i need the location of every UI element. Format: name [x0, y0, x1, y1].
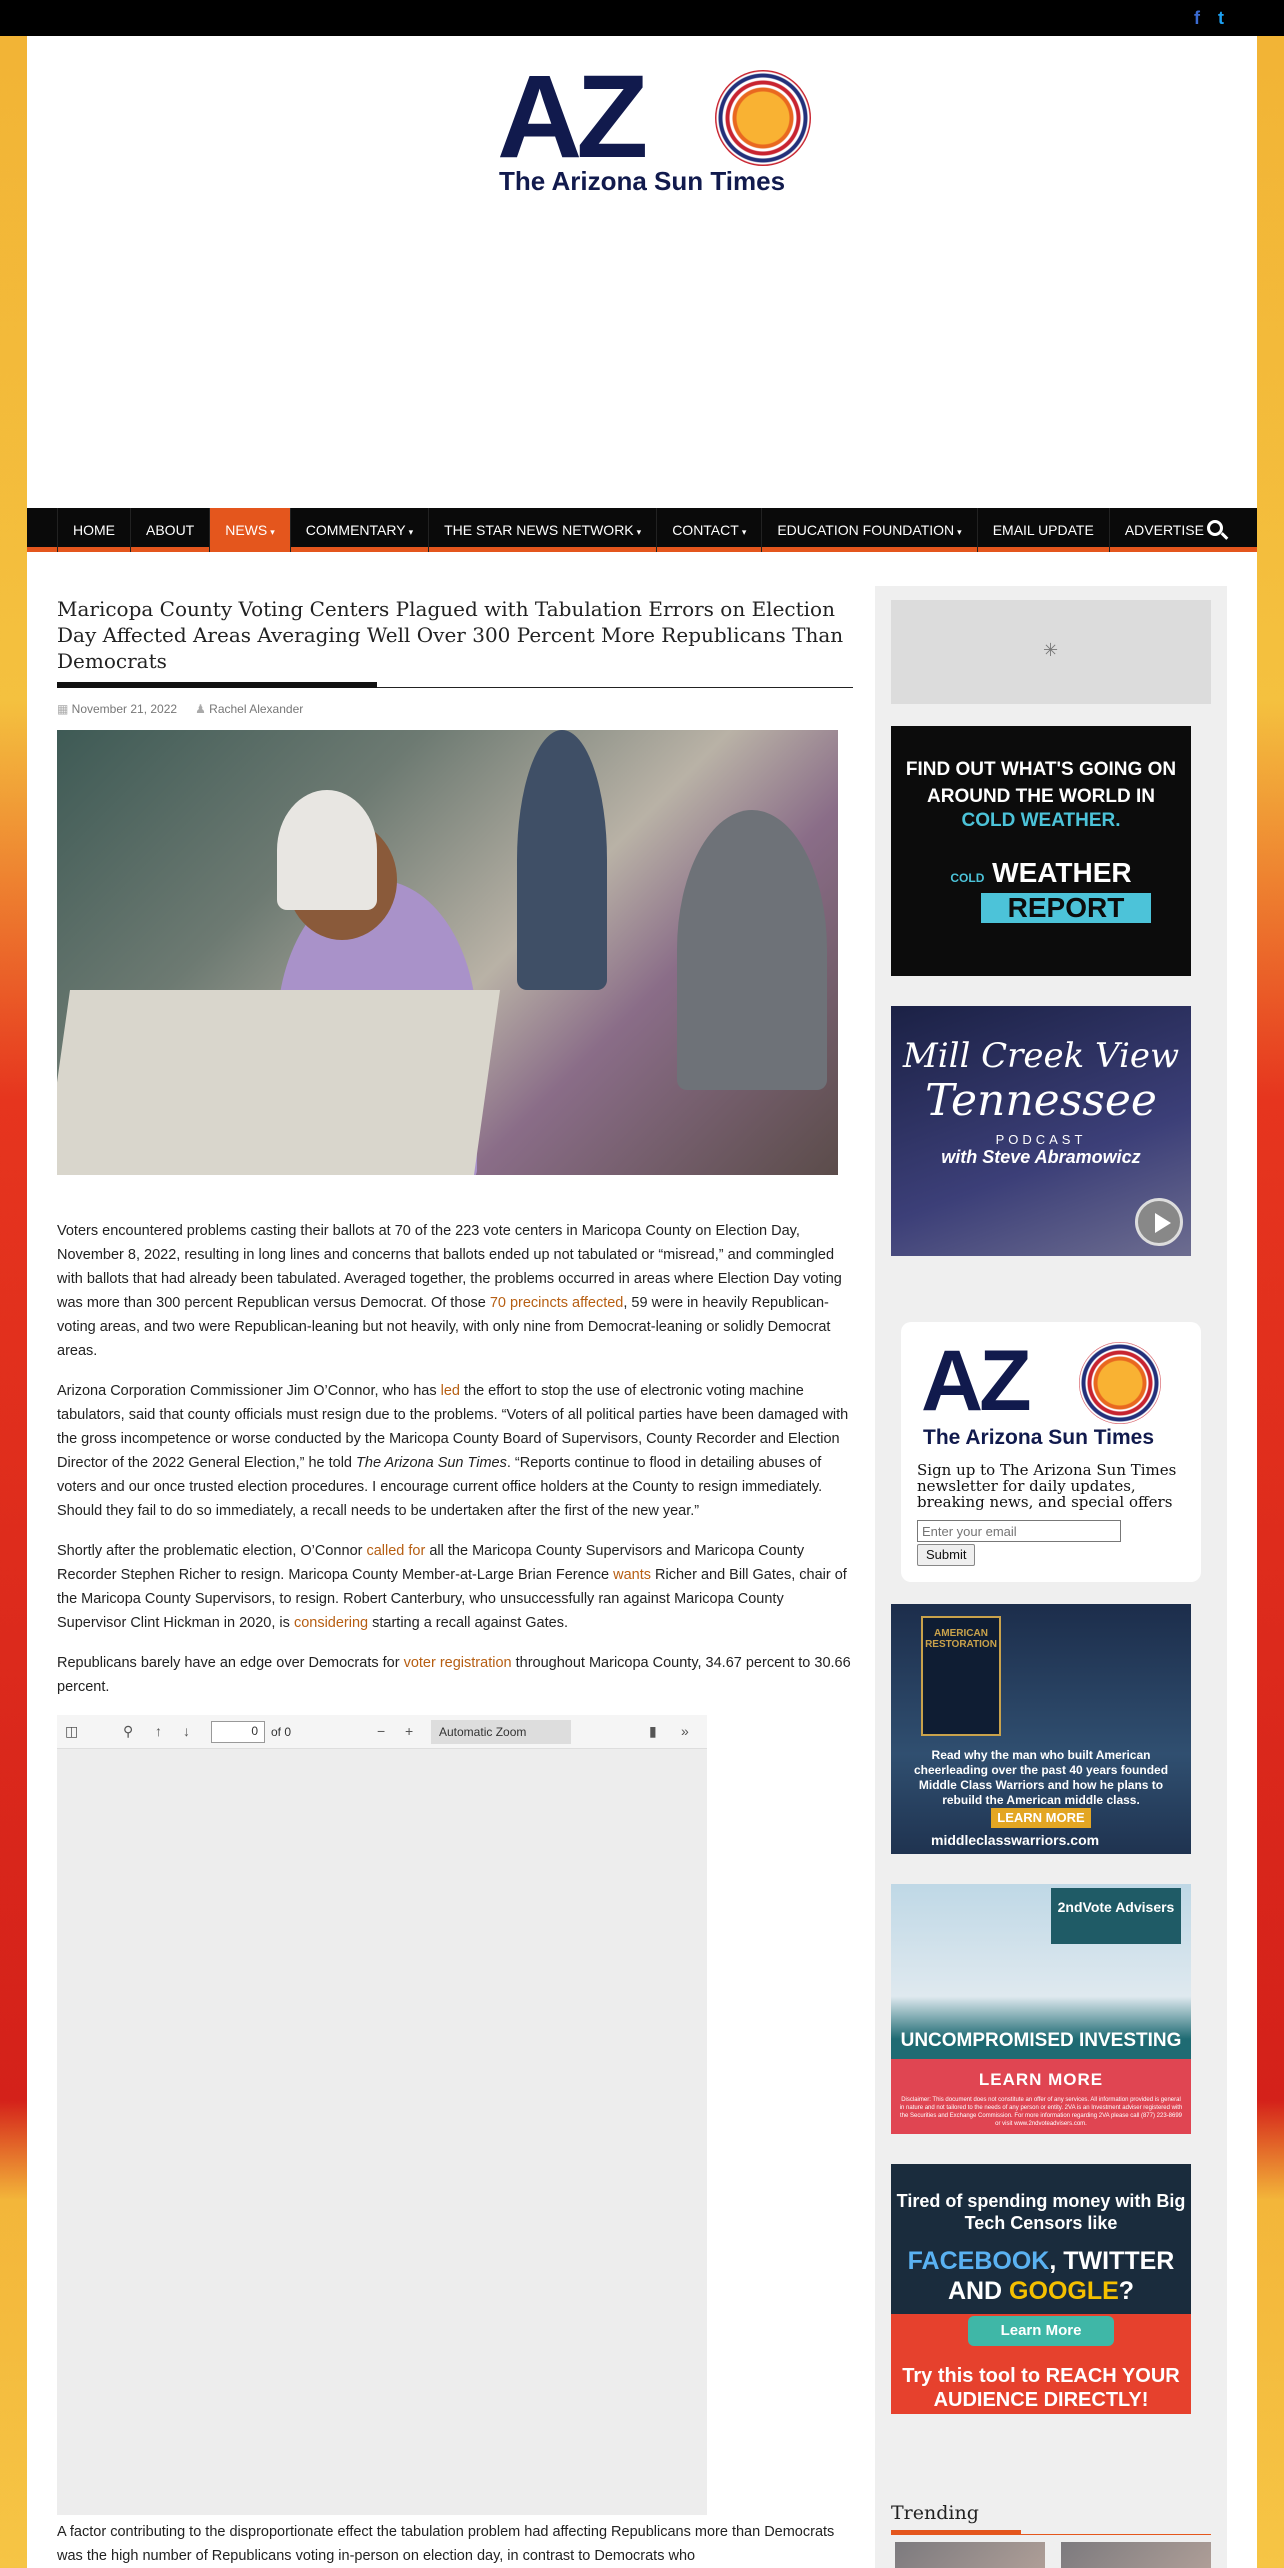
- ad-headline: Tired of spending money with Big Tech Censors like: [896, 2191, 1186, 2233]
- nav-item-star-news-network[interactable]: THE STAR NEWS NETWORK ▾: [428, 508, 656, 552]
- top-bar: [0, 0, 1284, 36]
- article-date[interactable]: ▦ November 21, 2022: [57, 702, 177, 716]
- article-author[interactable]: ♟ Rachel Alexander: [195, 702, 303, 716]
- caret-down-icon: ▾: [408, 527, 414, 537]
- ad-subtitle: PODCAST: [995, 1132, 1087, 1147]
- nav-item-home[interactable]: HOME: [57, 508, 130, 552]
- link-70-precincts[interactable]: 70 precincts affected: [489, 1295, 624, 1311]
- article-title: Maricopa County Voting Centers Plagued with Tabulation Errors on Election Day Affected Areas Averaging Well Over 300 Percent More Republicans Than Democrats: [57, 597, 844, 673]
- newsletter-logo: AZ The Arizona Sun Times: [921, 1338, 1181, 1448]
- paragraph: Arizona Corporation Commissioner Jim O’Connor, who has led the effort to stop the use of electronic voting machine tabulators, said that county officials must resign due to the problems. “Voters of all political parties have been damaged with the gross incompetence or worse conducted by the Maricopa County Board of Supervisors, County Recorder and Election Director of the 2022 General Election,” he told The Arizona Sun Times. “Reports continue to flood in detailing abuses of voters and our once trusted election procedures. I encourage current office holders at the County to resign immediately. Should they fail to do so immediately, a recall needs to be undertaken after the first of the new year.”: [57, 1383, 849, 1519]
- arrow-up-icon[interactable]: ↑: [155, 1723, 162, 1739]
- hero-photo: [57, 730, 838, 1175]
- nav-item-email-update[interactable]: EMAIL UPDATE: [977, 508, 1109, 552]
- paragraph: A factor contributing to the disproportionate effect the tabulation problem had affecting Republicans more than Democrats was the high number of Republicans voting in-person on election day, in contrast to Democrats who: [57, 2524, 835, 2564]
- link-wants[interactable]: wants: [613, 1567, 651, 1583]
- ad-disclaimer: Disclaimer: This document does not constitute an offer of any services. All information provided is general in nature and not tailored to the needs of any person or entity. 2VA is an Investment adviser registered with the Securities and Exchange Commission. For more information regarding 2VA please call (877) 223-8699 or visit www.2ndvoteadvisers.com.: [899, 2097, 1183, 2127]
- tools-chevron-icon[interactable]: »: [681, 1723, 689, 1739]
- page-number-input[interactable]: 0: [211, 1721, 265, 1743]
- zoom-out-icon[interactable]: −: [377, 1723, 386, 1739]
- ad-brands: FACEBOOK, TWITTER AND GOOGLE?: [907, 2247, 1175, 2305]
- trending-thumb[interactable]: [1061, 2542, 1211, 2568]
- trending-thumb[interactable]: [895, 2542, 1045, 2568]
- nav-item-education-foundation[interactable]: EDUCATION FOUNDATION ▾: [761, 508, 976, 552]
- spinner-icon: ✳: [1043, 640, 1059, 660]
- link-voter-registration[interactable]: voter registration: [403, 1655, 512, 1671]
- ad-text: Read why the man who built American cheerleading over the past 40 years founded Middle Class Warriors and how he plans to rebuild the American middle class.: [913, 1748, 1169, 1807]
- newsletter-signup: [901, 1322, 1201, 1582]
- social-links: [1194, 8, 1224, 29]
- ad-tagline: Try this tool to REACH YOUR AUDIENCE DIRECTLY!: [902, 2365, 1180, 2411]
- nav-item-commentary[interactable]: COMMENTARY ▾: [290, 508, 428, 552]
- email-field[interactable]: [917, 1520, 1121, 1542]
- trending-section: [891, 2502, 1211, 2535]
- bookmark-icon[interactable]: ▮: [649, 1723, 657, 1739]
- article-body: [57, 1219, 853, 1699]
- nav-item-advertise[interactable]: ADVERTISE: [1109, 508, 1219, 552]
- ad-highlight: COLD WEATHER.: [961, 810, 1121, 831]
- learn-more-button[interactable]: LEARN MORE: [991, 1808, 1091, 1828]
- caret-down-icon: ▾: [270, 527, 275, 537]
- caret-down-icon: ▾: [741, 527, 747, 537]
- newsletter-text: Sign up to The Arizona Sun Times newsletter for daily updates, breaking news, and special offers: [917, 1461, 1177, 1511]
- ad-url: middleclasswarriors.com: [931, 1832, 1100, 1848]
- ad-headline: FIND OUT WHAT'S GOING ON AROUND THE WORLD IN: [905, 759, 1177, 807]
- article-meta: [57, 702, 853, 716]
- link-considering[interactable]: considering: [293, 1615, 369, 1631]
- nav-item-about[interactable]: ABOUT: [130, 508, 209, 552]
- page-container: [27, 36, 1257, 2568]
- ad-title-large: Tennessee: [925, 1075, 1157, 1126]
- link-called-for[interactable]: called for: [366, 1543, 426, 1559]
- nav-item-news[interactable]: NEWS ▾: [209, 508, 290, 552]
- sun-icon: [715, 70, 811, 166]
- main-nav: [27, 508, 1257, 552]
- play-icon[interactable]: [1135, 1198, 1183, 1246]
- zoom-in-icon[interactable]: +: [405, 1723, 414, 1739]
- facebook-icon[interactable]: f: [1194, 8, 1200, 28]
- ad-2ndvote-advisers[interactable]: [891, 1884, 1191, 2134]
- sidebar: [875, 586, 1227, 2568]
- twitter-icon[interactable]: t: [1218, 8, 1224, 28]
- page-count: of 0: [271, 1725, 292, 1739]
- sun-icon: [1079, 1342, 1161, 1424]
- book-cover: AMERICAN RESTORATION: [921, 1616, 1001, 1736]
- sidebar-toggle-icon[interactable]: ◫: [65, 1723, 79, 1739]
- pdf-viewer[interactable]: [57, 1715, 707, 2515]
- ad-logo: 2ndVote Advisers: [1051, 1888, 1181, 1944]
- trending-divider: [891, 2530, 1211, 2535]
- trending-thumbnails: [895, 2542, 1211, 2568]
- pdf-toolbar: [57, 1715, 707, 1749]
- paragraph: Voters encountered problems casting their ballots at 70 of the 223 vote centers in Maricopa County on Election Day, November 8, 2022, resulting in long lines and concerns that ballots ended up not tabulated or “misread,” and commingled with ballots that had already been tabulated. Averaged together, the problems occurred in areas where Election Day voting was more than 300 percent Republican versus Democrat. Of those 70 precincts affected, 59 were in heavily Republican-voting areas, and two were Republican-leaning but not heavily, with only nine from Democrat-leaning or solidly Democrat areas.: [57, 1223, 842, 1359]
- ad-host: with Steve Abramowicz: [941, 1147, 1141, 1167]
- logo-tagline: The Arizona Sun Times: [499, 166, 786, 196]
- learn-more-button[interactable]: LEARN MORE: [978, 2070, 1104, 2089]
- title-divider: [57, 682, 853, 688]
- ad-big-tech-censors[interactable]: [891, 2164, 1191, 2414]
- ad-title: Mill Creek View: [902, 1036, 1180, 1076]
- link-led[interactable]: led: [440, 1383, 460, 1399]
- paragraph: Shortly after the problematic election, O’Connor called for all the Maricopa County Supervisors and Maricopa County Recorder Stephen Richer to resign. Maricopa County Member-at-Large Brian Ference wants Richer and Bill Gates, chair of the Maricopa County Supervisors, to resign. Robert Canterbury, who unsuccessfully ran against Maricopa County Supervisor Clint Hickman in 2020, is considering starting a recall against Gates.: [57, 1543, 847, 1631]
- arrow-down-icon[interactable]: ↓: [183, 1723, 190, 1739]
- ad-brand: COLD WEATHER REPORT: [931, 858, 1151, 923]
- caret-down-icon: ▾: [957, 527, 962, 537]
- site-logo[interactable]: [497, 51, 797, 196]
- ad-middle-class-warriors[interactable]: [891, 1604, 1191, 1854]
- ad-headline: UNCOMPROMISED INVESTING: [900, 2030, 1182, 2051]
- search-icon[interactable]: ⚲: [123, 1723, 134, 1739]
- trending-title: Trending: [891, 2502, 979, 2524]
- search-icon[interactable]: [1207, 520, 1223, 536]
- learn-more-button[interactable]: Learn More: [968, 2316, 1114, 2346]
- ad-mill-creek-podcast[interactable]: [891, 1006, 1191, 1256]
- paragraph: Republicans barely have an edge over Democrats for voter registration throughout Maricopa County, 34.67 percent to 30.66 percent.: [57, 1655, 851, 1695]
- caret-down-icon: ▾: [636, 527, 642, 537]
- loading-ad-slot: [891, 600, 1211, 704]
- article: [57, 596, 853, 2515]
- zoom-select[interactable]: Automatic Zoom: [431, 1720, 571, 1744]
- logo-letters: AZ: [497, 51, 643, 183]
- nav-item-contact[interactable]: CONTACT ▾: [656, 508, 761, 552]
- ad-cold-weather-report[interactable]: [891, 726, 1191, 976]
- submit-button[interactable]: Submit: [917, 1544, 975, 1566]
